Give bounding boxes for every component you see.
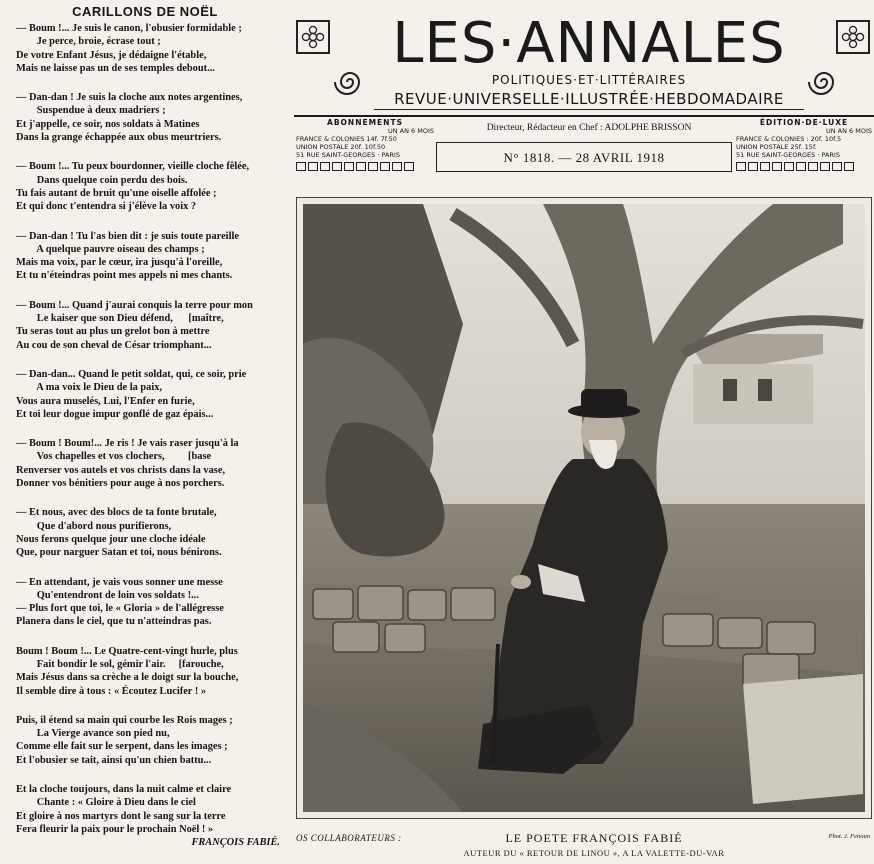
poem-line: — Et nous, avec des blocs de ta fonte brutale, — [16, 507, 217, 519]
poem-line: Et tu n'éteindras point mes appels ni mes chants. — [16, 270, 233, 282]
luxe-columns: UN AN 6 MOIS — [825, 127, 872, 135]
ornament-flower-icon — [296, 20, 330, 54]
poem-stanza — [16, 299, 292, 352]
poem-line: — Boum !... Tu peux bourdonner, vieille cloche fêlée, — [16, 161, 250, 173]
subscription-columns: UN AN 6 MOIS — [387, 127, 434, 135]
poem-line: Chante : « Gloire à Dieu dans le ciel — [16, 797, 196, 809]
masthead-tagline: REVUE·UNIVERSELLE·ILLUSTRÉE·HEBDOMADAIRE — [374, 90, 804, 110]
poem-line: Et la cloche toujours, dans la nuit calme et claire — [16, 784, 232, 796]
poem-signature: FRANÇOIS FABIÉ. — [191, 837, 280, 849]
poem-stanza — [16, 230, 292, 283]
poem-line: Nous ferons quelque jour une cloche idéale — [16, 533, 206, 545]
photo-credit: Phot. J. Fenoun — [828, 833, 870, 840]
poem-stanza — [16, 645, 292, 698]
poem-line: Dans la grange échappée aux obus meurtriers. — [16, 132, 222, 144]
poem-line: Fait bondir le sol, gémir l'air. [farouche, — [16, 658, 224, 670]
poem-line: Suspendue à deux madriers ; — [16, 105, 166, 117]
issue-number: N° 1818. — 28 AVRIL 1918 — [503, 150, 665, 165]
poem-line: — Dan-dan ! Tu l'as bien dit : je suis toute pareille — [16, 230, 239, 242]
poem-line: Vos chapelles et vos clochers, [base — [16, 451, 212, 463]
luxe-heading: ÉDITION·DE·LUXE — [759, 118, 849, 127]
poem-body — [16, 22, 292, 850]
masthead — [294, 10, 874, 114]
poem-line: Et toi leur dogue impur gonflé de gaz épais... — [16, 408, 214, 420]
subscription-line: FRANCE & COLONIES 14f. 7f.50 — [296, 135, 397, 143]
issue-box — [436, 142, 732, 172]
poem-line: Planera dans le ciel, que tu n'atteindras pas. — [16, 616, 212, 628]
poem-line: Fera fleurir la paix pour le prochain Noël ! » — [16, 823, 214, 835]
poem-line: La Vierge avance son pied nu, — [16, 728, 170, 740]
poem-line: — En attendant, je vais vous sonner une messe — [16, 576, 223, 588]
ornament-flower-icon — [836, 20, 870, 54]
poem-stanza — [16, 437, 292, 490]
poem-line: Donner vos bénitiers pour auge à nos porchers. — [16, 478, 225, 490]
decorative-boxes — [296, 162, 434, 171]
poem-line: — Plus fort que toi, le « Gloria » de l'allégresse — [16, 603, 224, 615]
poem-line: A ma voix le Dieu de la paix, — [16, 382, 163, 394]
poem-line: Au cou de son cheval de César triomphant... — [16, 339, 212, 351]
poem-stanza — [16, 714, 292, 767]
poem-line: — Dan-dan... Quand le petit soldat, qui, ce soir, prie — [16, 368, 247, 380]
poem-line: Tu fais autant de bruit qu'une oiselle affolée ; — [16, 187, 217, 199]
poem-line: Boum ! Boum !... Le Quatre-cent-vingt hurle, plus — [16, 645, 238, 657]
poem-line: Vous aura muselés, Lui, l'Enfer en furie, — [16, 395, 195, 407]
poem-line: Et l'obusier se tait, ainsi qu'un chien battu... — [16, 754, 212, 766]
photo-caption-title: LE POETE FRANÇOIS FABIÉ — [505, 831, 683, 845]
poem-line: Je perce, broie, écrase tout ; — [16, 36, 161, 48]
photo-frame — [296, 197, 872, 819]
caption-section-label: OS COLLABORATEURS : — [296, 833, 402, 843]
poem-line: Il semble dire à tous : « Écoutez Lucifer ! » — [16, 685, 207, 697]
masthead-title: LES·ANNALES — [392, 11, 786, 76]
poem-line: Et gloire à nos martyrs dont le sang sur la terre — [16, 810, 226, 822]
poem-title: CARILLONS DE NOËL — [72, 4, 218, 19]
poem-line: Puis, il étend sa main qui courbe les Rois mages ; — [16, 714, 233, 726]
director-line: Directeur, Rédacteur en Chef : ADOLPHE BRISSON — [486, 123, 692, 133]
poem-line: Mais ne laisse pas un de ses temples debout... — [16, 62, 215, 74]
poem-stanza — [16, 576, 292, 629]
poem-line: Mais ma voix, par le cœur, ira jusqu'à l'oreille, — [16, 257, 223, 269]
poem-line: Et j'appelle, ce soir, nos soldats à Matines — [16, 118, 200, 130]
front-page — [294, 0, 874, 864]
poem-line: Et qui donc t'entendra si j'élève la voix ? — [16, 201, 197, 213]
poem-line: Que, pour narguer Satan et toi, nous bénirons. — [16, 547, 222, 559]
luxe-line: FRANCE & COLONIES : 20f. 10f.5 — [736, 135, 842, 143]
poem-stanza — [16, 91, 292, 144]
poem-column — [0, 0, 292, 864]
poem-line: Que d'abord nous purifierons, — [16, 520, 172, 532]
poem-line: A quelque pauvre oiseau des champs ; — [16, 243, 205, 255]
subscription-line: UNION POSTALE 20f. 10f.50 — [296, 143, 386, 151]
luxe-line: UNION POSTALE 25f. 15f. — [736, 143, 817, 151]
subscription-heading: ABONNEMENTS — [327, 118, 403, 127]
poem-line: Le kaiser que son Dieu défend, [maître, — [16, 313, 224, 325]
luxe-address: 51 RUE SAINT-GEORGES · PARIS — [736, 151, 840, 159]
poem-stanza — [16, 506, 292, 559]
poem-line: — Boum ! Boum!... Je ris ! Je vais raser jusqu'à la — [16, 438, 239, 450]
divider — [294, 115, 874, 117]
luxe-edition-box — [736, 119, 872, 171]
poem-line: De votre Enfant Jésus, je dédaigne l'étable, — [16, 49, 207, 61]
poem-line: Renverser vos autels et vos christs dans la vase, — [16, 464, 226, 476]
poem-line: Mais Jésus dans sa crèche a le doigt sur la bouche, — [16, 672, 239, 684]
poem-stanza — [16, 783, 292, 836]
poem-line: Qu'entendront de loin vos soldats !... — [16, 589, 199, 601]
poem-stanza — [16, 22, 292, 75]
decorative-boxes — [736, 162, 872, 171]
subscription-address: 51 RUE SAINT-GEORGES · PARIS — [296, 151, 400, 159]
poem-line: Comme elle fait sur le serpent, dans les images ; — [16, 741, 228, 753]
poem-stanza — [16, 368, 292, 421]
subscription-box — [296, 119, 434, 171]
poem-line: Tu seras tout au plus un grelot bon à mettre — [16, 326, 210, 338]
poem-line: — Dan-dan ! Je suis la cloche aux notes argentines, — [16, 92, 243, 104]
poem-line: — Boum !... Quand j'aurai conquis la terre pour mon — [16, 299, 253, 311]
masthead-subtitle: POLITIQUES·ET·LITTÉRAIRES — [491, 73, 687, 87]
poem-line: Dans quelque coin perdu des bois. — [16, 174, 188, 186]
poet-photograph — [303, 204, 865, 812]
photo-caption-subtitle: AUTEUR DU « RETOUR DE LINOU », A LA VALETTE-DU-VAR — [463, 848, 725, 858]
poem-line: — Boum !... Je suis le canon, l'obusier formidable ; — [16, 23, 242, 34]
poem-stanza — [16, 160, 292, 213]
